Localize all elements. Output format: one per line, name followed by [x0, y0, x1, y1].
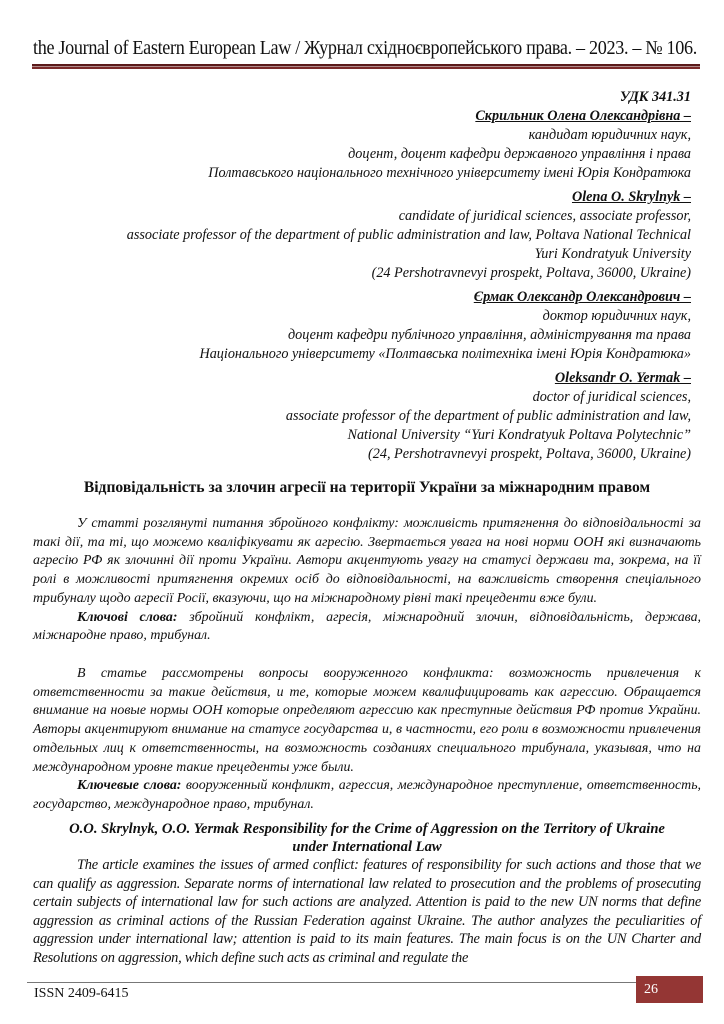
author-block-uk-2 [199, 288, 691, 364]
page-number: 26 [636, 976, 703, 1003]
author-affiliation-line: Yuri Kondratyuk University [534, 246, 691, 262]
article-title: Відповідальність за злочин агресії на території України за міжнародним правом [83, 479, 651, 496]
issn: ISSN 2409-6415 [34, 986, 129, 1001]
english-title-line1: O.O. Skrylnyk, O.O. Yermak Responsibility for the Crime of Aggression on the Territory of Ukraine [69, 821, 665, 837]
author-affiliation-line: associate professor of the department of public administration and law, [285, 408, 691, 424]
author-affiliation-line: Полтавського національного технічного університету імені Юрія Кондратюка [208, 165, 691, 181]
author-name: Olena O. Skrylnyk – [571, 189, 691, 205]
abstract-ru-text: В статье рассмотрены вопросы вооруженного конфликта: возможность привлечения к ответственности за такие действия, и те, которые можем квалифицировать как агрессию. Обращается внимание на новые нормы ООН которые определяют агрессию как преступные действия РФ против Украйни. Авторы акцентируют внимание на статусе государства и, в частности, его роли в возможности привлечения отдельных лиц к ответственносты, на возможность созданиях специального трибунала, указывая, что на международном уровне такие прецеденты уже были. [33, 666, 701, 775]
abstract-en-text: The article examines the issues of armed conflict: features of responsibility for such actions and those that we can qualify as aggression. Separate norms of international law related to prosecution and the problems of prosecuting certain subjects of international law for such actions are analyzed. Attention is paid to the new UN norms that define aggression as criminal actions of the Russian Federation against Ukraine. The author analyzes the peculiarities of aggression under international law; attention is paid to its main features. The main focus is on the UN Charter and Resolutions on aggression, which define such acts as criminal and regulate the [33, 857, 701, 966]
author-name: Oleksandr O. Yermak – [554, 370, 691, 386]
author-block-uk-1 [208, 88, 691, 183]
author-affiliation-line: associate professor of the department of public administration and law, Poltava National Technical [126, 227, 691, 243]
author-affiliation-line: National University “Yuri Kondratyuk Poltava Polytechnic” [347, 427, 691, 443]
author-block-en-1 [127, 188, 691, 283]
author-name: Єрмак Олександр Олександрович – [473, 289, 691, 305]
author-affiliation-line: doctor of juridical sciences, [532, 389, 691, 405]
abstract-ru [33, 665, 701, 815]
author-affiliation-line: candidate of juridical sciences, associate professor, [398, 208, 691, 224]
abstract-en [33, 856, 701, 968]
author-affiliation-line: доцент, доцент кафедри державного управління і права [348, 146, 691, 162]
author-affiliation-line: кандидат юридичних наук, [528, 127, 691, 143]
running-header: the Journal of Eastern European Law / Журнал східноєвропейського права. – 2023. – № 106. [33, 38, 697, 59]
english-title [33, 820, 701, 856]
abstract-uk-text: У статті розглянуті питання збройного конфлікту: можливість притягнення до відповідальності за такі дії, та ті, що можемо кваліфікувати як агресію. Звертається увага на нові норми ООН які визначають агресію РФ як злочинні дії проти України. Автори акцентують увагу на статусі держави та, зокрема, на її ролі в можливості притягнення окремих осіб до відповідальності, на важливість створення спеціального трибуналу щодо агресії Росії, вказуючи, що на міжнародному рівні такі прецеденти вже були. [33, 516, 701, 606]
author-affiliation-line: (24 Pershotravnevyi prospekt, Poltava, 36000, Ukraine) [371, 265, 691, 281]
author-affiliation-line: (24, Pershotravnevyi prospekt, Poltava, 36000, Ukraine) [368, 446, 691, 462]
author-affiliation-line: доктор юридичних наук, [542, 308, 691, 324]
author-affiliation-line: Національного університету «Полтавська політехніка імені Юрія Кондратюка» [199, 346, 691, 362]
english-title-line2: under International Law [292, 839, 442, 855]
keywords-ru: вооруженный конфликт, агрессия, международное преступление, ответственность, государство, международное право, трибунал. [33, 778, 701, 812]
author-name: Скрильник Олена Олександрівна – [475, 108, 691, 124]
author-affiliation-line: доцент кафедри публічного управління, адміністрування та права [287, 327, 691, 343]
keywords-ru-label: Ключевые слова: [77, 778, 182, 794]
header-rule [32, 64, 700, 69]
keywords-uk-label: Ключові слова: [77, 609, 178, 625]
author-block-en-2 [286, 369, 691, 464]
udk-code: УДК 341.31 [619, 89, 691, 105]
keywords-uk: збройний конфлікт, агресія, міжнародний злочин, відповідальність, держава, міжнародне право, трибунал. [33, 609, 701, 644]
abstract-uk [33, 515, 701, 646]
